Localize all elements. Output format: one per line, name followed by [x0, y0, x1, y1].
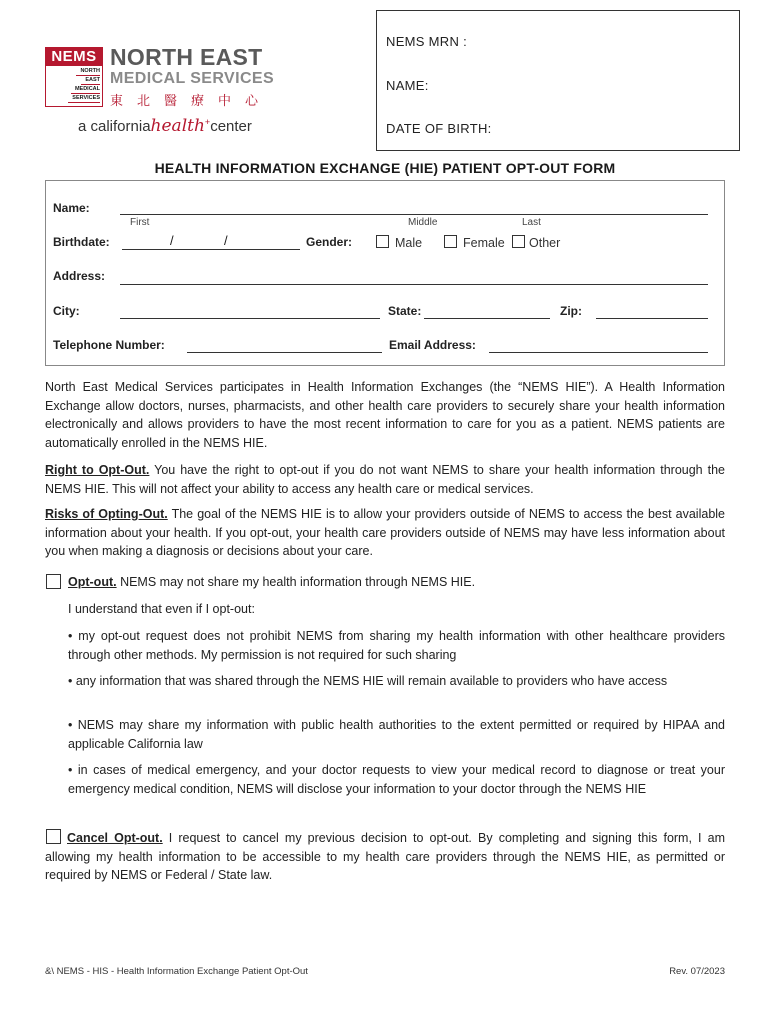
opt-out-checkbox[interactable]: [46, 574, 61, 593]
org-name-line1: NORTH EAST: [110, 44, 263, 70]
birthdate-input[interactable]: [122, 249, 300, 250]
male-checkbox[interactable]: [376, 235, 389, 248]
state-input[interactable]: [424, 318, 550, 319]
birthdate-label: Birthdate:: [53, 235, 110, 249]
state-label: State:: [388, 304, 422, 318]
tagline-pre: a california: [78, 118, 151, 135]
tagline-plus: +: [204, 117, 211, 127]
tagline-health: health: [150, 116, 205, 136]
understand-line: I understand that even if I opt-out:: [68, 602, 255, 616]
logo-sub-north: NORTH: [76, 68, 100, 76]
org-name-line2: MEDICAL SERVICES: [110, 70, 275, 87]
gender-male-option[interactable]: [376, 235, 422, 250]
opt-out-text: NEMS may not share my health information through NEMS HIE.: [116, 575, 476, 589]
logo-sub-services: SERVICES: [68, 95, 100, 103]
bullet-item-4: • in cases of medical emergency, and your doctor requests to view your medical record to diagnose or treat your emergency medical condition, NEMS will disclose your information to your doctor through the NEMS HIE: [68, 763, 725, 796]
middle-hint: Middle: [408, 217, 438, 228]
footer-left: &\ NEMS - HIS - Health Information Exchange Patient Opt-Out: [45, 966, 308, 977]
cancel-opt-out-text: I request to cancel my previous decision to opt-out. By completing and signing this form, I am allowing my health information to be accessible to my health care providers through the NEMS HIE, as permitted or required by NEMS or Federal / State law.: [45, 831, 725, 882]
zip-input[interactable]: [596, 318, 708, 319]
risks-text: The goal of the NEMS HIE is to allow your providers outside of NEMS to access the best available information about your health. If you opt-out, your health care providers outside of NEMS may have less information about you when making a diagnosis or decisions about your care.: [45, 507, 725, 558]
phone-label: Telephone Number:: [53, 338, 165, 352]
female-checkbox[interactable]: [444, 235, 457, 248]
right-to-opt-out-heading: Right to Opt-Out.: [45, 463, 150, 477]
city-label: City:: [53, 304, 80, 318]
date-separator-2: /: [224, 233, 228, 248]
last-hint: Last: [522, 217, 541, 228]
patient-name-label: NAME:: [386, 78, 429, 93]
name-input[interactable]: [120, 214, 708, 215]
other-label: Other: [529, 236, 561, 250]
form-title: HEALTH INFORMATION EXCHANGE (HIE) PATIENT OPT-OUT FORM: [154, 160, 616, 176]
cancel-opt-out-heading: Cancel Opt-out.: [67, 831, 163, 845]
bullet-item-2: • any information that was shared through the NEMS HIE will remain available to providers who have access: [68, 674, 668, 688]
email-input[interactable]: [489, 352, 708, 353]
zip-label: Zip:: [560, 304, 582, 318]
right-to-opt-out-paragraph: [45, 461, 725, 498]
gender-label: Gender:: [306, 235, 353, 249]
male-label: Male: [395, 236, 423, 250]
date-separator-1: /: [170, 233, 174, 248]
female-label: Female: [463, 236, 505, 250]
mrn-label: NEMS MRN :: [386, 34, 467, 49]
risks-heading: Risks of Opting-Out.: [45, 507, 168, 521]
tagline-post: center: [210, 118, 252, 135]
first-hint: First: [130, 217, 150, 228]
nems-logo-badge: [45, 47, 103, 107]
dob-label: DATE OF BIRTH:: [386, 121, 492, 136]
risks-paragraph: [45, 505, 725, 561]
logo-sub-medical: MEDICAL: [71, 86, 100, 94]
tagline: [78, 116, 252, 136]
address-label: Address:: [53, 269, 106, 283]
footer-revision: Rev. 07/2023: [669, 966, 725, 977]
logo-sub-east: EAST: [81, 77, 100, 85]
cancel-opt-out-paragraph: [45, 829, 725, 885]
bullet-item-1: • my opt-out request does not prohibit NEMS from sharing my health information with other healthcare providers through other methods. My permission is not required for such sharing: [68, 629, 725, 662]
opt-out-paragraph: [68, 573, 725, 592]
phone-input[interactable]: [187, 352, 382, 353]
opt-out-heading: Opt-out.: [68, 575, 117, 589]
email-label: Email Address:: [389, 338, 476, 352]
gender-other-option[interactable]: [512, 235, 560, 250]
city-input[interactable]: [120, 318, 380, 319]
name-label: Name:: [53, 201, 90, 215]
other-checkbox[interactable]: [512, 235, 525, 248]
logo-badge-text: NEMS: [46, 48, 102, 66]
bullet-item-3: • NEMS may share my information with public health authorities to the extent permitted or required by HIPAA and applicable California law: [68, 718, 725, 751]
org-name-chinese: 東北醫療中心: [110, 94, 273, 109]
right-to-opt-out-text: You have the right to opt-out if you do not want NEMS to share your health information through the NEMS HIE. This will not affect your ability to access any health care or medical services.: [45, 463, 725, 496]
intro-paragraph: North East Medical Services participates in Health Information Exchanges (the “NEMS HIE”). A Health Information Exchange allow doctors, nurses, pharmacists, and other health care providers to securely share your health information electronically and allows providers to have the most recent information to care for you as a patient. NEMS patients are automatically enrolled in the NEMS HIE.: [45, 380, 725, 450]
address-input[interactable]: [120, 284, 708, 285]
gender-female-option[interactable]: [444, 235, 505, 250]
